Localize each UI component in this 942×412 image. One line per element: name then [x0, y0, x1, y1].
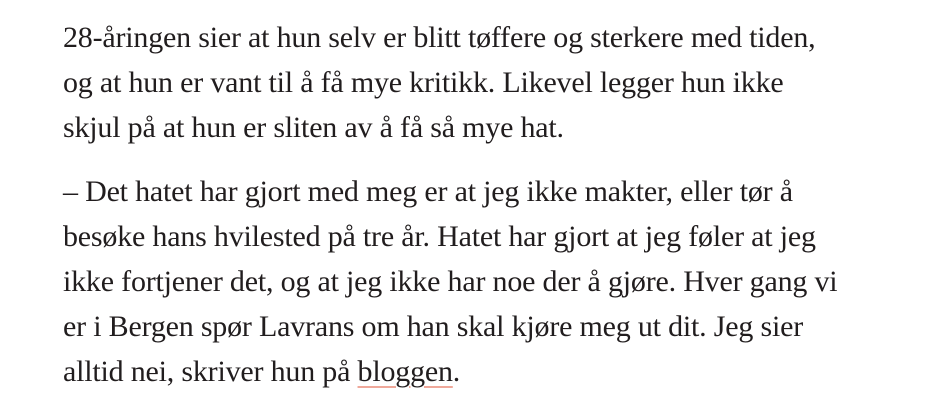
text-after-link: . — [452, 355, 461, 388]
text-line: er i Bergen spør Lavrans om han skal kjøre meg ut dit. Jeg sier — [63, 310, 803, 343]
paragraph-2 — [63, 169, 902, 394]
paragraph-1 — [63, 15, 902, 150]
text-line: skjul på at hun er sliten av å få så mye hat. — [63, 111, 564, 144]
text-before-link: alltid nei, skriver hun på — [63, 355, 358, 388]
text-line: og at hun er vant til å få mye kritikk. Likevel legger hun ikke — [63, 66, 784, 99]
text-line: – Det hatet har gjort med meg er at jeg ikke makter, eller tør å — [63, 175, 793, 208]
text-line: 28-åringen sier at hun selv er blitt tøffere og sterkere med tiden, — [63, 21, 816, 54]
text-line: besøke hans hvilested på tre år. Hatet har gjort at jeg føler at jeg — [63, 220, 816, 253]
text-line: ikke fortjener det, og at jeg ikke har noe der å gjøre. Hver gang vi — [63, 265, 838, 298]
bloggen-link[interactable]: bloggen — [357, 355, 453, 388]
text-line-with-link — [63, 349, 902, 394]
